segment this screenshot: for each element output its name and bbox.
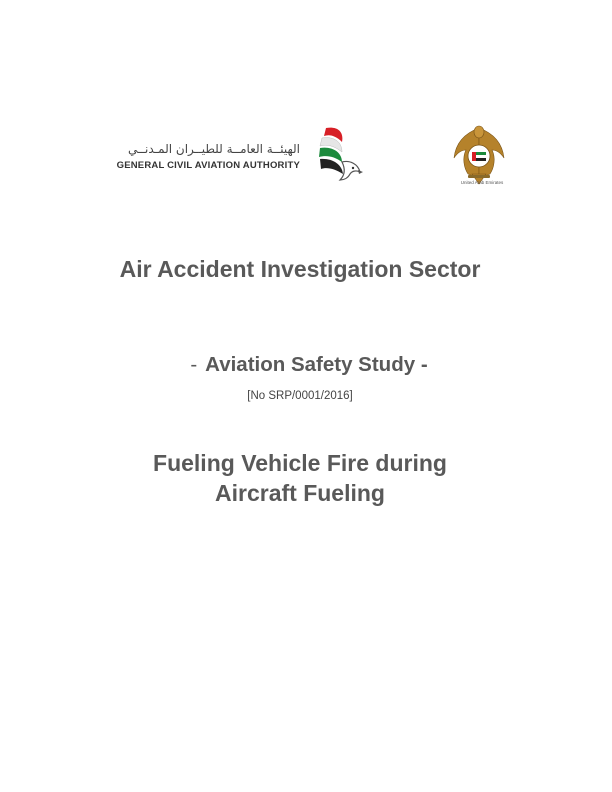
- gcaa-logo: [84, 122, 374, 188]
- study-number: [No SRP/0001/2016]: [247, 390, 353, 402]
- title-line-2: Aircraft Fueling: [215, 480, 385, 506]
- gcaa-arabic-name: الهيئــة العامــة للطيــران المـدنــي: [127, 142, 300, 156]
- study-dash: -: [190, 353, 198, 376]
- gcaa-falcon-icon: [316, 122, 368, 188]
- study-heading: [0, 353, 612, 377]
- gcaa-english-name: GENERAL CIVIL AVIATION AUTHORITY: [116, 160, 300, 171]
- uae-emblem-caption: United Arab Emirates: [460, 180, 504, 185]
- study-label: Aviation Safety Study -: [205, 353, 428, 376]
- sector-heading: Air Accident Investigation Sector: [119, 256, 481, 282]
- uae-emblem-icon: [446, 122, 512, 188]
- document-title: [0, 448, 600, 508]
- title-line-1: Fueling Vehicle Fire during: [153, 450, 447, 476]
